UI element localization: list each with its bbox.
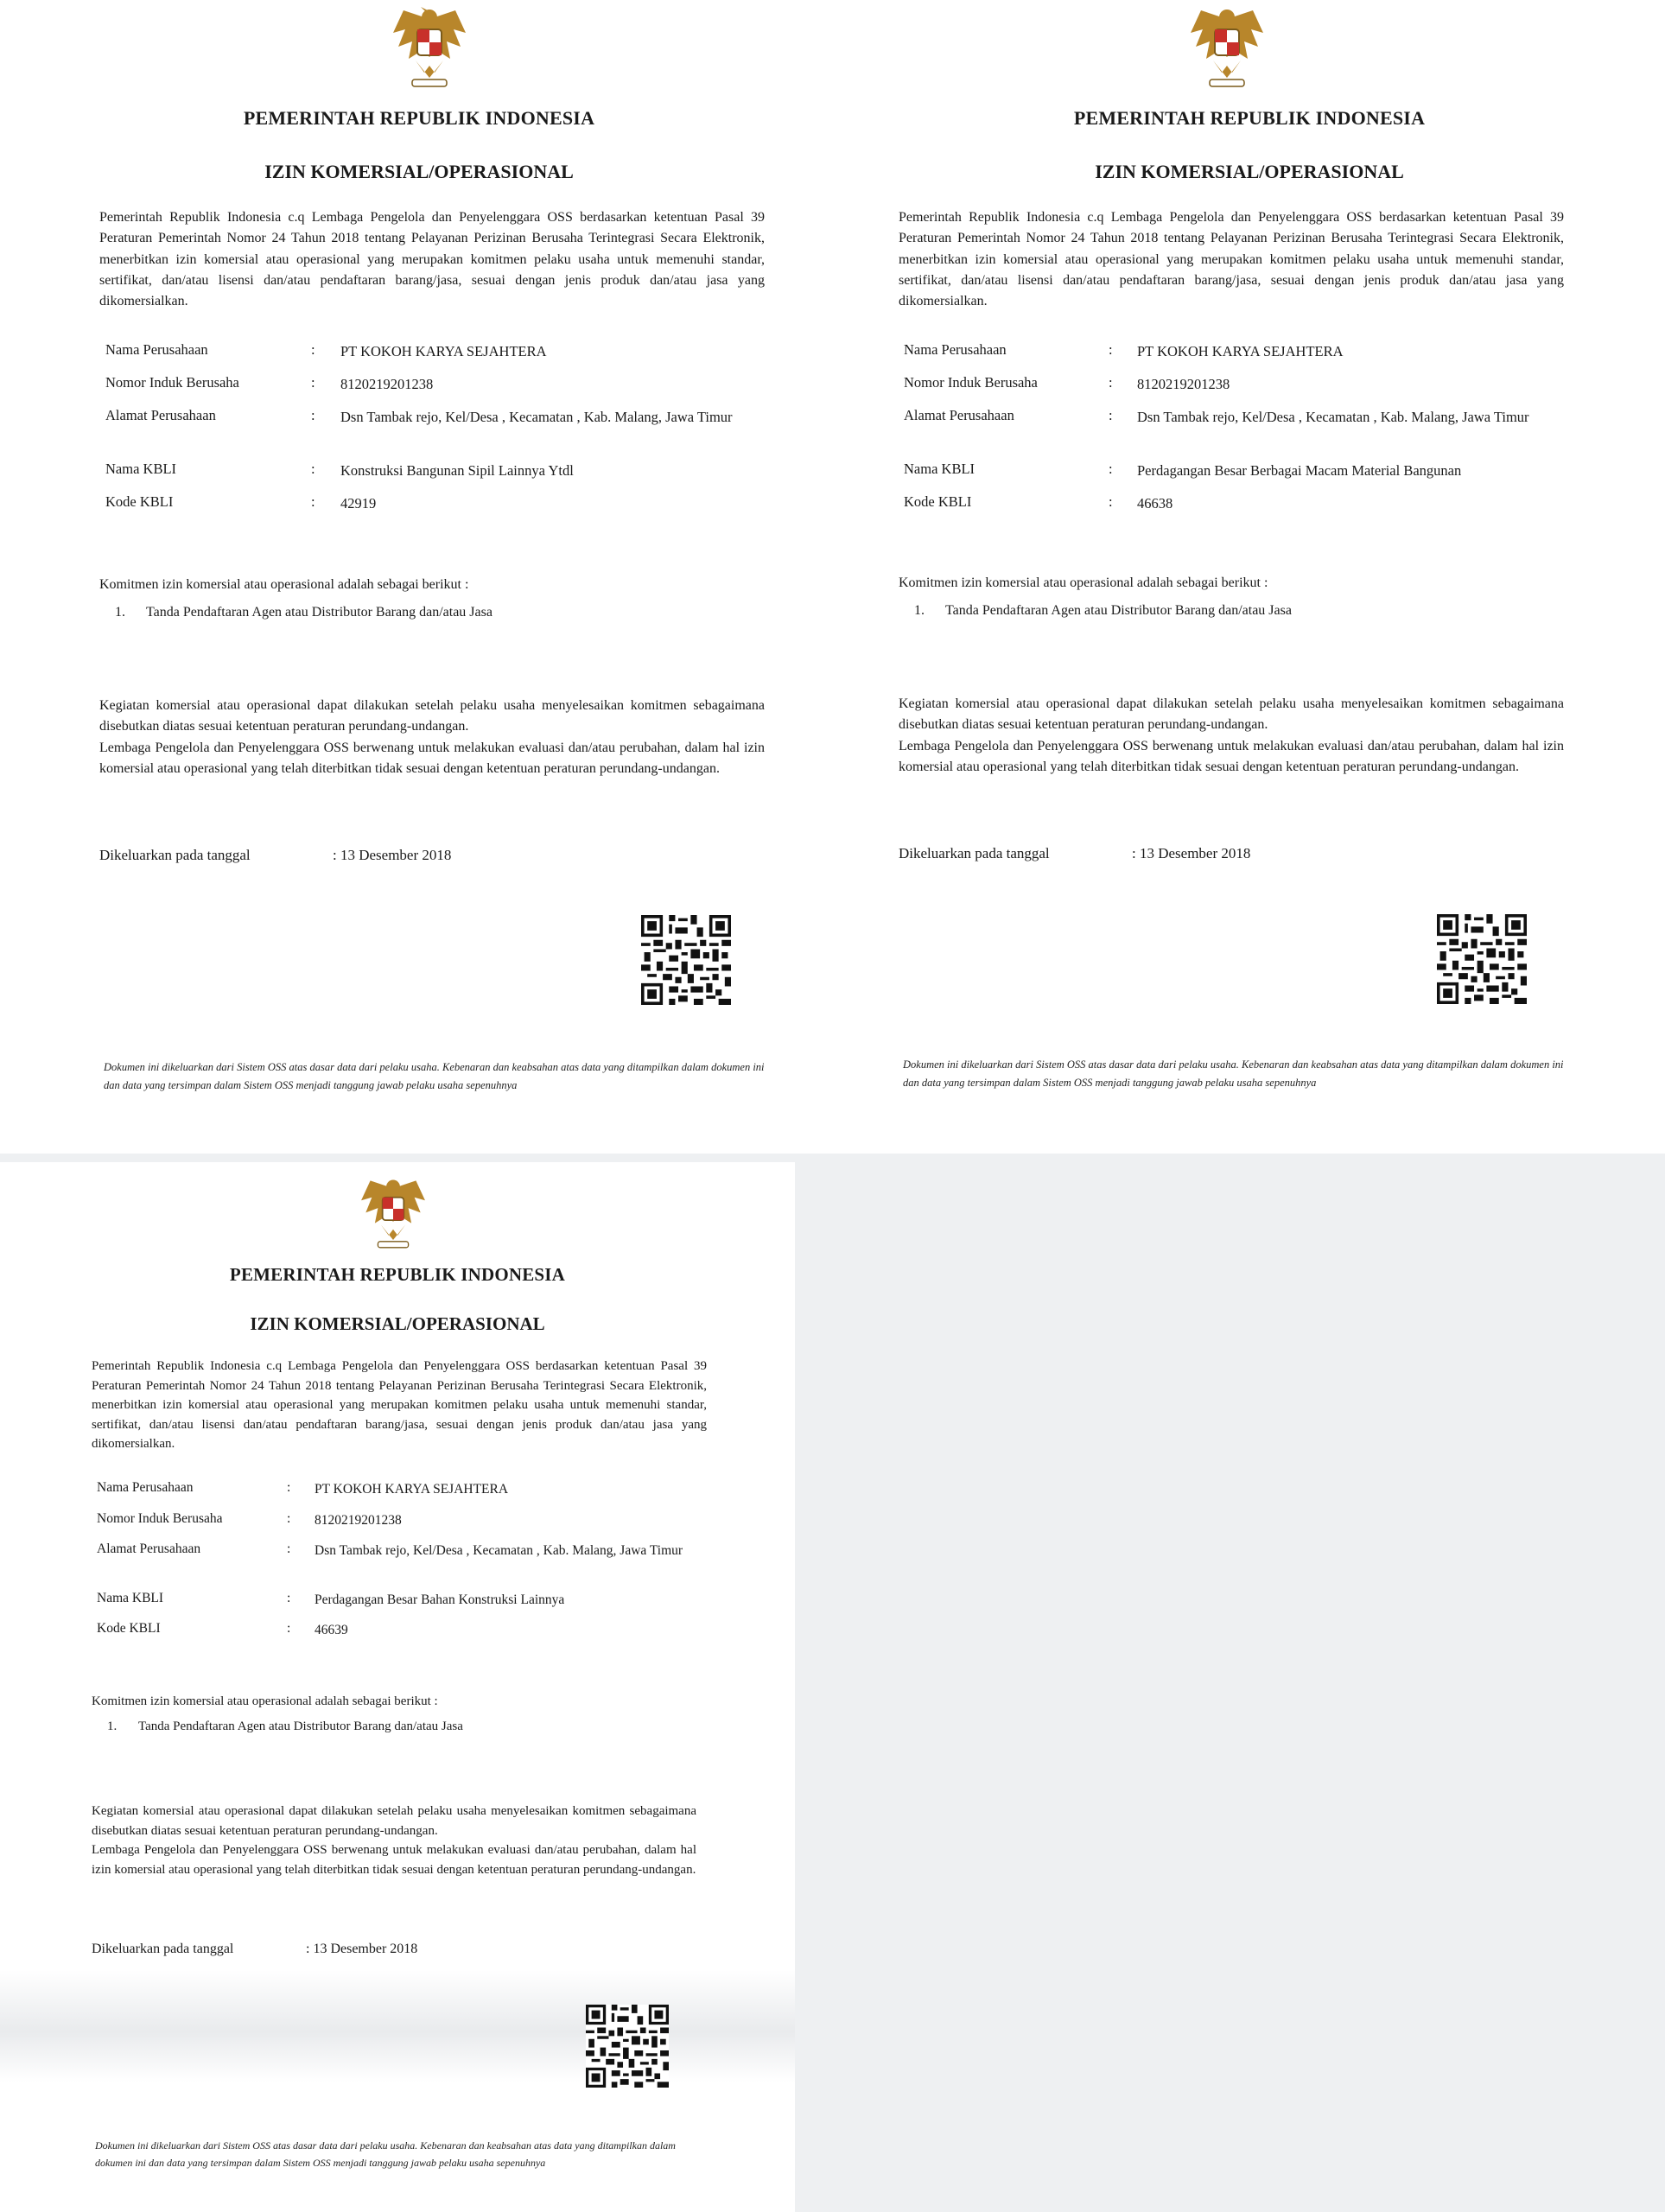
field-label: Nama Perusahaan: [97, 1480, 194, 1495]
permit-title: IZIN KOMERSIAL/OPERASIONAL: [1095, 161, 1404, 182]
field-kode-kbli: Kode KBLI : 46638: [904, 493, 1578, 526]
scan-shadow: [0, 1970, 795, 2082]
qr-code-icon: [1437, 914, 1527, 1004]
komitmen-section: [899, 575, 1564, 619]
issued-label: Dikeluarkan pada tanggal: [99, 847, 251, 863]
komitmen-intro: Komitmen izin komersial atau operasional adalah sebagai berikut :: [99, 577, 469, 592]
issued-date: : 13 Desember 2018: [333, 847, 452, 863]
field-value: PT KOKOH KARYA SEJAHTERA: [315, 1482, 509, 1497]
government-header: PEMERINTAH REPUBLIK INDONESIA: [229, 1264, 566, 1285]
field-label: Alamat Perusahaan: [904, 407, 1014, 423]
field-label: Nama KBLI: [105, 461, 177, 477]
kegiatan-paragraph: Lembaga Pengelola dan Penyelenggara OSS berwenang untuk melakukan evaluasi dan/atau perubahan, dalam hal izin komersial atau operasional yang telah diterbitkan tidak sesuai dengan ketentuan peraturan perundang-undangan.: [99, 740, 765, 776]
field-label: Nama KBLI: [904, 461, 975, 477]
field-nib: Nomor Induk Berusaha : 8120219201238: [97, 1511, 710, 1541]
field-value: Dsn Tambak rejo, Kel/Desa , Kecamatan , Kab. Malang, Jawa Timur: [340, 409, 733, 425]
issued-label: Dikeluarkan pada tanggal: [899, 845, 1050, 861]
field-value: 46638: [1137, 495, 1173, 512]
field-nama-kbli: Nama KBLI : Perdagangan Besar Bahan Konstruksi Lainnya: [97, 1591, 710, 1621]
garuda-emblem-icon: [386, 3, 473, 95]
issued-date-row: [899, 845, 1331, 862]
kegiatan-paragraph: Lembaga Pengelola dan Penyelenggara OSS berwenang untuk melakukan evaluasi dan/atau perubahan, dalam hal izin komersial atau operasional yang telah diterbitkan tidak sesuai dengan ketentuan peraturan perundang-undangan.: [92, 1843, 696, 1877]
intro-paragraph: Pemerintah Republik Indonesia c.q Lembaga Pengelola dan Penyelenggara OSS berdasarkan ketentuan Pasal 39 Peraturan Pemerintah Nomor 24 Tahun 2018 tentang Pelayanan Perizinan Berusaha Terintegrasi Secara Elektronik, menerbitkan izin komersial atau operasional yang merupakan komitmen pelaku usaha untuk memenuhi standar, sertifikat, dan/atau lisensi dan/atau pendaftaran barang/jasa, sesuai dengan jenis produk dan/atau jasa yang dikomersialkan.: [99, 210, 765, 309]
komitmen-intro: Komitmen izin komersial atau operasional adalah sebagai berikut :: [92, 1694, 438, 1708]
field-label: Kode KBLI: [904, 493, 972, 510]
field-value: PT KOKOH KARYA SEJAHTERA: [1137, 343, 1344, 359]
kegiatan-section: [92, 1802, 696, 1879]
field-kode-kbli: Kode KBLI : 42919: [105, 493, 771, 526]
field-value: Perdagangan Besar Berbagai Macam Material Bangunan: [1137, 462, 1462, 479]
issued-label: Dikeluarkan pada tanggal: [92, 1942, 234, 1956]
field-value: PT KOKOH KARYA SEJAHTERA: [340, 343, 547, 359]
kegiatan-paragraph: Kegiatan komersial atau operasional dapat dilakukan setelah pelaku usaha menyelesaikan komitmen sebagaimana disebutkan diatas sesuai ketentuan peraturan perundang-undangan.: [92, 1804, 696, 1838]
disclaimer: Dokumen ini dikeluarkan dari Sistem OSS atas dasar data dari pelaku usaha. Kebenaran dan keabsahan atas data yang ditampilkan dalam dokumen ini dan data yang tersimpan dalam Sistem OSS menjadi tanggung jawab pelaku usaha sepenuhnya: [95, 2139, 676, 2169]
company-fields: [105, 341, 771, 526]
field-value: 46639: [315, 1623, 348, 1637]
field-alamat: Alamat Perusahaan : Dsn Tambak rejo, Kel/Desa , Kecamatan , Kab. Malang, Jawa Timur: [105, 407, 771, 461]
permit-document-1: [0, 0, 838, 1154]
field-nama-perusahaan: Nama Perusahaan : PT KOKOH KARYA SEJAHTERA: [97, 1480, 710, 1511]
field-value: Konstruksi Bangunan Sipil Lainnya Ytdl: [340, 462, 574, 479]
komitmen-intro: Komitmen izin komersial atau operasional adalah sebagai berikut :: [899, 575, 1268, 590]
field-label: Kode KBLI: [97, 1621, 161, 1636]
komitmen-item: 1. Tanda Pendaftaran Agen atau Distributor Barang dan/atau Jasa: [914, 603, 1292, 618]
field-value: 8120219201238: [340, 376, 434, 392]
field-value: Dsn Tambak rejo, Kel/Desa , Kecamatan , Kab. Malang, Jawa Timur: [1137, 409, 1529, 425]
field-kode-kbli: Kode KBLI : 46639: [97, 1621, 710, 1651]
field-label: Nomor Induk Berusaha: [97, 1511, 223, 1526]
field-value: Perdagangan Besar Bahan Konstruksi Lainnya: [315, 1592, 565, 1607]
field-nib: Nomor Induk Berusaha : 8120219201238: [904, 374, 1578, 407]
field-value: 8120219201238: [1137, 376, 1230, 392]
komitmen-item: 1. Tanda Pendaftaran Agen atau Distributor Barang dan/atau Jasa: [115, 605, 493, 620]
disclaimer: Dokumen ini dikeluarkan dari Sistem OSS atas dasar data dari pelaku usaha. Kebenaran dan keabsahan atas data yang ditampilkan dalam dokumen ini dan data yang tersimpan dalam Sistem OSS menjadi tanggung jawab pelaku usaha sepenuhnya: [903, 1058, 1564, 1089]
field-label: Alamat Perusahaan: [97, 1541, 201, 1556]
permit-document-3: [0, 1162, 795, 2212]
field-value: Dsn Tambak rejo, Kel/Desa , Kecamatan , Kab. Malang, Jawa Timur: [315, 1543, 683, 1558]
field-label: Nomor Induk Berusaha: [904, 374, 1038, 391]
qr-code-icon: [586, 2005, 669, 2088]
government-header: PEMERINTAH REPUBLIK INDONESIA: [1073, 107, 1426, 129]
permit-title: IZIN KOMERSIAL/OPERASIONAL: [250, 1313, 545, 1334]
permit-document-2: [834, 0, 1665, 1154]
field-label: Nomor Induk Berusaha: [105, 374, 239, 391]
qr-code-icon: [641, 914, 731, 1006]
field-nama-perusahaan: Nama Perusahaan : PT KOKOH KARYA SEJAHTERA: [904, 341, 1578, 374]
intro-paragraph: Pemerintah Republik Indonesia c.q Lembaga Pengelola dan Penyelenggara OSS berdasarkan ketentuan Pasal 39 Peraturan Pemerintah Nomor 24 Tahun 2018 tentang Pelayanan Perizinan Berusaha Terintegrasi Secara Elektronik, menerbitkan izin komersial atau operasional yang merupakan komitmen pelaku usaha untuk memenuhi standar, sertifikat, dan/atau lisensi dan/atau pendaftaran barang/jasa, sesuai dengan jenis produk dan/atau jasa yang dikomersialkan.: [92, 1359, 707, 1451]
field-label: Nama Perusahaan: [904, 341, 1007, 358]
field-nama-kbli: Nama KBLI : Perdagangan Besar Berbagai Macam Material Bangunan: [904, 461, 1578, 493]
field-alamat: Alamat Perusahaan : Dsn Tambak rejo, Kel/Desa , Kecamatan , Kab. Malang, Jawa Timur: [97, 1541, 710, 1591]
disclaimer: Dokumen ini dikeluarkan dari Sistem OSS atas dasar data dari pelaku usaha. Kebenaran dan keabsahan atas data yang ditampilkan dalam dokumen ini dan data yang tersimpan dalam Sistem OSS menjadi tanggung jawab pelaku usaha sepenuhnya: [104, 1061, 765, 1091]
issued-date-row: [99, 847, 531, 864]
komitmen-section: [92, 1694, 707, 1734]
issued-date: : 13 Desember 2018: [306, 1942, 418, 1956]
field-value: 42919: [340, 495, 377, 512]
kegiatan-paragraph: Lembaga Pengelola dan Penyelenggara OSS berwenang untuk melakukan evaluasi dan/atau perubahan, dalam hal izin komersial atau operasional yang telah diterbitkan tidak sesuai dengan ketentuan peraturan perundang-undangan.: [899, 738, 1564, 774]
garuda-emblem-icon: [355, 1173, 431, 1257]
permit-title: IZIN KOMERSIAL/OPERASIONAL: [264, 161, 574, 182]
government-header: PEMERINTAH REPUBLIK INDONESIA: [243, 107, 595, 129]
garuda-emblem-icon: [1184, 3, 1270, 95]
komitmen-section: [99, 577, 765, 620]
kegiatan-section: [99, 696, 765, 779]
field-value: 8120219201238: [315, 1513, 402, 1528]
intro-paragraph: Pemerintah Republik Indonesia c.q Lembaga Pengelola dan Penyelenggara OSS berdasarkan ketentuan Pasal 39 Peraturan Pemerintah Nomor 24 Tahun 2018 tentang Pelayanan Perizinan Berusaha Terintegrasi Secara Elektronik, menerbitkan izin komersial atau operasional yang merupakan komitmen pelaku usaha untuk memenuhi standar, sertifikat, dan/atau lisensi dan/atau pendaftaran barang/jasa, sesuai dengan jenis produk dan/atau jasa yang dikomersialkan.: [899, 210, 1564, 309]
field-nib: Nomor Induk Berusaha : 8120219201238: [105, 374, 771, 407]
company-fields: [97, 1480, 710, 1651]
komitmen-item: 1. Tanda Pendaftaran Agen atau Distributor Barang dan/atau Jasa: [107, 1719, 463, 1733]
company-fields: [904, 341, 1578, 526]
field-label: Nama KBLI: [97, 1591, 164, 1605]
field-label: Alamat Perusahaan: [105, 407, 216, 423]
field-label: Nama Perusahaan: [105, 341, 208, 358]
field-label: Kode KBLI: [105, 493, 174, 510]
field-nama-perusahaan: Nama Perusahaan : PT KOKOH KARYA SEJAHTERA: [105, 341, 771, 374]
kegiatan-paragraph: Kegiatan komersial atau operasional dapat dilakukan setelah pelaku usaha menyelesaikan komitmen sebagaimana disebutkan diatas sesuai ketentuan peraturan perundang-undangan.: [899, 696, 1564, 733]
field-nama-kbli: Nama KBLI : Konstruksi Bangunan Sipil Lainnya Ytdl: [105, 461, 771, 493]
field-alamat: Alamat Perusahaan : Dsn Tambak rejo, Kel/Desa , Kecamatan , Kab. Malang, Jawa Timur: [904, 407, 1578, 461]
issued-date-row: [92, 1942, 524, 1957]
issued-date: : 13 Desember 2018: [1132, 845, 1251, 861]
kegiatan-paragraph: Kegiatan komersial atau operasional dapat dilakukan setelah pelaku usaha menyelesaikan komitmen sebagaimana disebutkan diatas sesuai ketentuan peraturan perundang-undangan.: [99, 698, 765, 734]
kegiatan-section: [899, 694, 1564, 778]
